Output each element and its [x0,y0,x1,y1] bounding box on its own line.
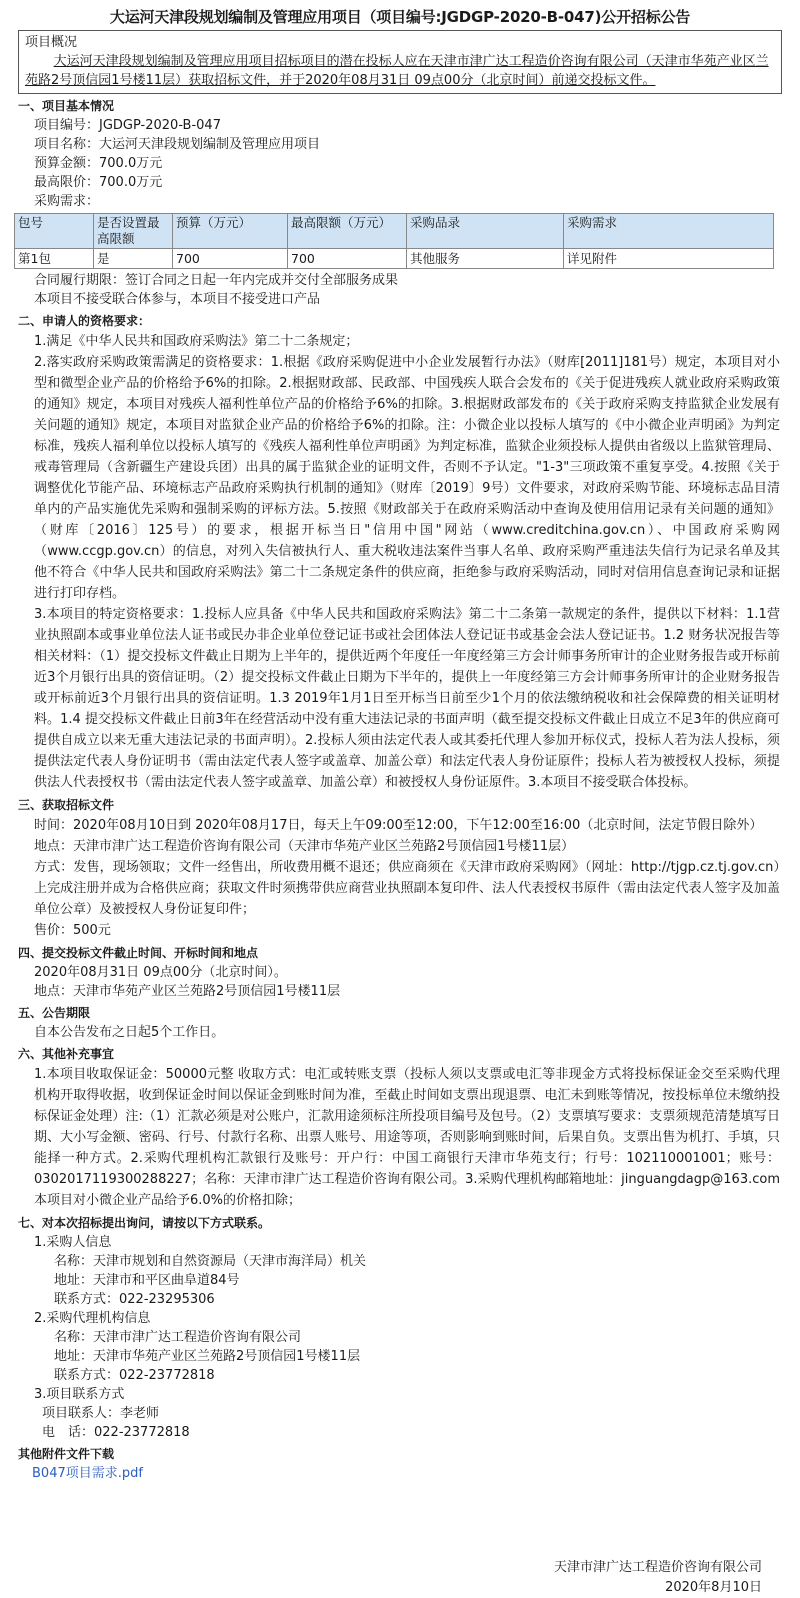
section-heading: 三、获取招标文件 [18,798,115,812]
section-notice-period [18,1003,780,1042]
qualification-1: 1.满足《中华人民共和国政府采购法》第二十二条规定； [34,334,359,349]
table-header-cell: 采购品录 [407,214,564,249]
section-basic-info-extra [18,271,780,309]
attachment-link[interactable]: B047项目需求.pdf [32,1466,143,1481]
section-other-matters [18,1044,780,1211]
overview-label: 项目概况 [25,35,78,50]
table-row [15,249,774,269]
signature-date: 2020年8月10日 [665,1580,762,1595]
signature-block [554,1558,762,1598]
project-name: 项目名称：大运河天津段规划编制及管理应用项目 [34,137,321,152]
buyer-name: 名称：天津市规划和自然资源局（天津市海洋局）机关 [54,1254,367,1269]
table-header-cell: 最高限额（万元） [288,214,407,249]
max-price: 最高限价：700.0万元 [34,175,163,190]
qualification-2: 2.落实政府采购政策需满足的资格要求：1.根据《政府采购促进中小企业发展暂行办法》（财库[2011]181号）规定，本项目对小型和微型企业产品的价格给予6%的扣除。2.根据财政部、民政部、中国残疾人联合会发布的《关于促进残疾人就业政府采购政策的通知》规定，本项目对残疾人福利性单位产品的价格给予6%的扣除。3.根据财政部发布的《关于政府采购支持监狱企业发展有关问题的通知》规定，本项目对监狱企业产品的价格给予6%的扣除。注：小微企业以投标人填写的《中小微企业声明函》为判定标准，残疾人福利单位以投标人填写的《残疾人福利性单位声明函》为判定标准，监狱企业须投标人提供由省级以上监狱管理局、戒毒管理局（含新疆生产建设兵团）出具的属于监狱企业的证明文件，否则不予认定。"1-3"三项政策不重复享受。4.按照《关于调整优化节能产品、环境标志产品政府采购执行机制的通知》（财库〔2019〕9号）文件要求，对政府采购节能、环境标志品目清单内的产品实施优先采购和强制采购的评标方法。5.按照《财政部关于在政府采购活动中查询及使用信用记录有关问题的通知》（财库〔2016〕125号）的要求，根据开标当日"信用中国"网站（www.creditchina.gov.cn）、中国政府采购网（www.ccgp.gov.cn）的信息，对列入失信被执行人、重大税收违法案件当事人名单、政府采购严重违法失信行为记录名单及其他不符合《中华人民共和国政府采购法》第二十二条规定条件的供应商，拒绝参与政府采购活动，同时对信用信息查询记录和证据进行打印存档。 [34,355,780,601]
section-obtain-documents [18,795,780,941]
obtain-method: 方式：发售，现场领取；文件一经售出，所收费用概不退还；供应商须在《天津市政府采购网》（网址：http://tjgp.cz.tj.gov.cn）上完成注册并成为合格供应商；获取文件时须携带供应商营业执照副本复印件、法人代表授权书原件（需由法定代表人签字及加盖单位公章）及被授权人身份证复印件； [34,860,780,917]
table-cell: 700 [173,249,288,269]
buyer-address: 地址：天津市和平区曲阜道84号 [54,1273,240,1288]
agent-contact: 联系方式：022-23772818 [54,1368,215,1383]
section-heading: 四、提交投标文件截止时间、开标时间和地点 [18,946,259,960]
section-basic-info [18,96,780,211]
table-header-cell: 采购需求 [564,214,774,249]
table-cell: 详见附件 [564,249,774,269]
other-matters-text: 1.本项目收取保证金：50000元整 收取方式：电汇或转账支票（投标人须以支票或电汇等非现金方式将投标保证金交至采购代理机构开取得收据，收到保证金时间以保证金到账时间为准，至截止时间如支票出现退票、电汇未到账等情况，按投标单位未缴纳投标保证金处理）注:（1）汇款必须是对公账户，汇款用途须标注所投项目编号及包号。（2）支票填写要求：支票须规范清楚填写日期、大小写金额、密码、行号、付款行名称、出票人账号、用途等项，否则影响到账时间，后果自负。支票出售为机打、手填，只能择一种方式。2.采购代理机构汇款银行及账号：开户行：中国工商银行天津市华苑支行；行号：102110001001；账号：0302017119300288227；名称：天津市津广达工程造价咨询有限公司。3.采购代理机构邮箱地址：jinguangdagp@163.com 本项目对小微企业产品给予6.0%的价格扣除； [34,1067,780,1208]
buyer-info-title: 1.采购人信息 [34,1235,112,1250]
buyer-contact: 联系方式：022-23295306 [54,1292,215,1307]
section-heading: 其他附件文件下载 [18,1447,115,1461]
project-overview-box [18,30,782,94]
deadline-place: 地点：天津市华苑产业区兰苑路2号顶信园1号楼11层 [34,984,341,999]
table-cell: 是 [94,249,173,269]
agent-name: 名称：天津市津广达工程造价咨询有限公司 [54,1330,302,1345]
qualification-3: 3.本项目的特定资格要求：1.投标人应具备《中华人民共和国政府采购法》第二十二条第一款规定的条件，提供以下材料：1.1营业执照副本或事业单位法人证书或民办非企业单位登记证书或社会团体法人登记证书或基金会法人登记证书。1.2 财务状况报告等相关材料：（1）提交投标文件截止日期为上半年的，提供近两个年度任一年度经第三方会计师事务所审计的企业财务报告或开标前近3个月银行出具的资信证明。（2）提交投标文件截止日期为下半年的，提供上一年度经第三方会计师事务所审计的企业财务报告或开标前近3个月银行出具的资信证明。1.3 2019年1月1日至开标当日前至少1个月的依法缴纳税收和社会保障费的相关证明材料。1.4 提交投标文件截止日前3年在经营活动中没有重大违法记录的书面声明（截至提交投标文件截止日成立不足3年的供应商可提供自成立以来无重大违法记录的书面声明）。2.投标人须由法定代表人或其委托代理人参加开标仪式，投标人若为法人投标，须提供法定代表人身份证明书（需由法定代表人签字或盖章、加盖公章）和法定代表人身份证原件；投标人若为被授权人投标，须提供法人代表授权书（需由法定代表人签字或盖章、加盖公章）和被授权人身份证原件。3.本项目不接受联合体投标。 [34,607,780,790]
section-heading: 六、其他补充事宜 [18,1047,115,1061]
section-contact [18,1213,780,1442]
section-heading: 二、申请人的资格要求： [18,314,151,328]
notice-period-text: 自本公告发布之日起5个工作日。 [34,1025,225,1040]
signature-org: 天津市津广达工程造价咨询有限公司 [553,1560,762,1575]
section-heading: 一、项目基本情况 [18,99,115,113]
project-contact-phone: 电 话：022-23772818 [42,1425,190,1440]
consortium-note: 本项目不接受联合体参与，本项目不接受进口产品 [34,292,321,307]
table-header-row [15,214,774,249]
table-header-cell: 预算（万元） [173,214,288,249]
contract-period: 合同履行期限：签订合同之日起一年内完成并交付全部服务成果 [34,273,399,288]
overview-text: 大运河天津段规划编制及管理应用项目招标项目的潜在投标人应在天津市津广达工程造价咨询有限公司（天津市华苑产业区兰苑路2号顶信园1号楼11层）获取招标文件，并于2020年08月31日 09点00分（北京时间）前递交投标文件。 [25,54,769,88]
agent-address: 地址：天津市华苑产业区兰苑路2号顶信园1号楼11层 [54,1349,361,1364]
obtain-place: 地点：天津市津广达工程造价咨询有限公司（天津市华苑产业区兰苑路2号顶信园1号楼11层） [34,839,575,854]
procurement-needs-label: 采购需求： [34,194,100,209]
requirements-table [14,213,774,269]
agent-info-title: 2.采购代理机构信息 [34,1311,151,1326]
table-cell: 其他服务 [407,249,564,269]
project-contact-person: 项目联系人：李老师 [42,1406,160,1421]
section-heading: 七、对本次招标提出询问，请按以下方式联系。 [18,1216,271,1230]
section-deadline [18,943,780,1001]
document-price: 售价：500元 [34,923,111,938]
table-header-cell: 包号 [15,214,94,249]
section-heading: 五、公告期限 [18,1006,91,1020]
table-header-cell: 是否设置最高限额 [94,214,173,249]
budget-amount: 预算金额：700.0万元 [34,156,163,171]
table-cell: 700 [288,249,407,269]
project-number: 项目编号：JGDGP-2020-B-047 [34,118,221,133]
table-cell: 第1包 [15,249,94,269]
obtain-time: 时间：2020年08月10日到 2020年08月17日，每天上午09:00至12:00，下午12:00至16:00（北京时间，法定节假日除外） [34,818,763,833]
deadline-time: 2020年08月31日 09点00分（北京时间）。 [34,965,287,980]
project-contact-title: 3.项目联系方式 [34,1387,125,1402]
section-attachments [18,1444,780,1484]
page-title: 大运河天津段规划编制及管理应用项目（项目编号:JGDGP-2020-B-047)公开招标公告 [109,8,691,26]
section-qualifications [18,311,780,793]
